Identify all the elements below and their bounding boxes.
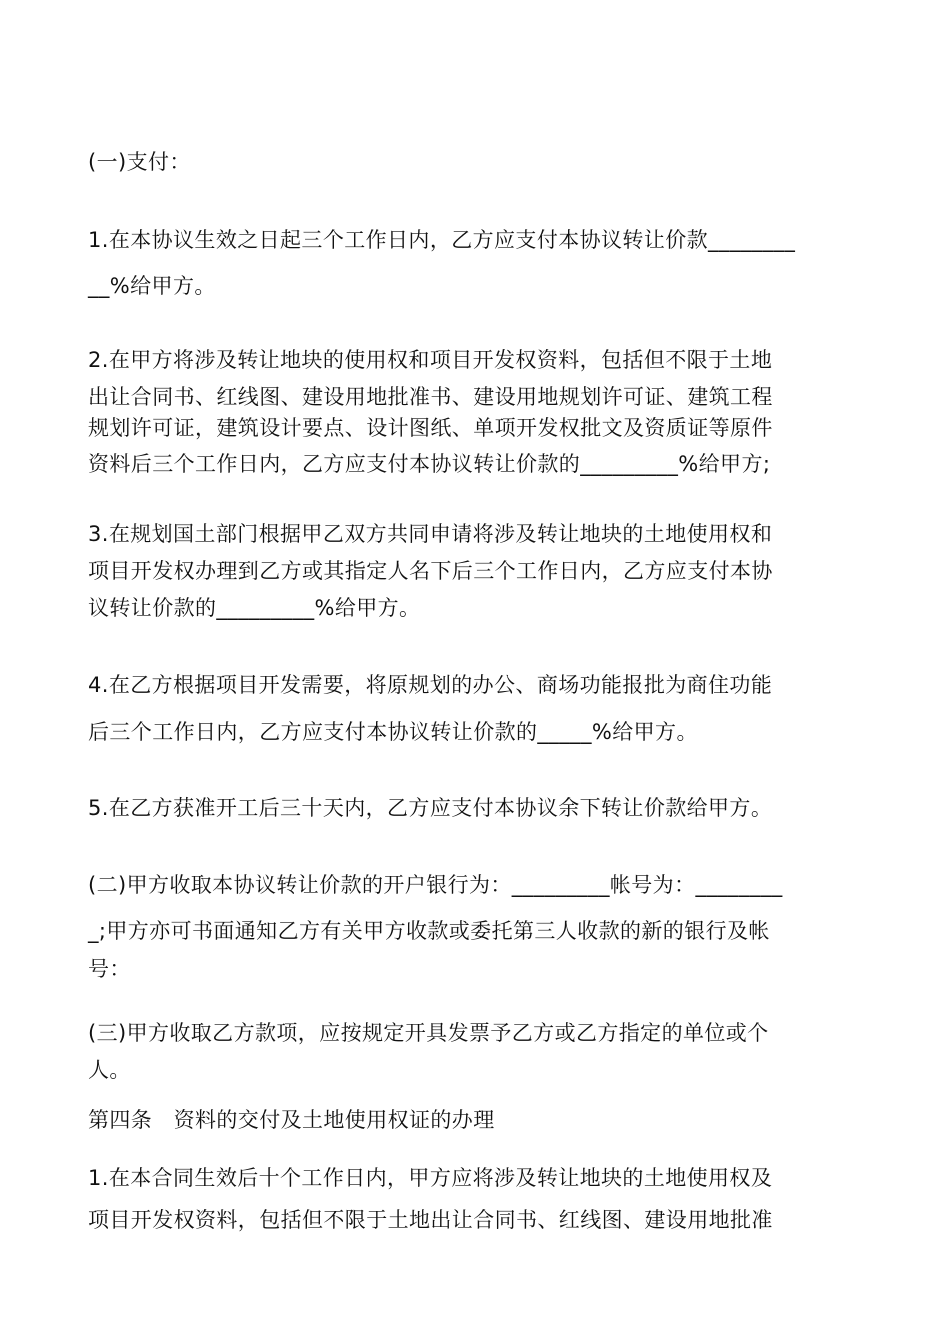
clause-1-line-2: __%给甲方。 (88, 274, 216, 298)
section-2-line-1: (二)甲方收取本协议转让价款的开户银行为：_________帐号为：________ (88, 873, 783, 897)
clause-4-line-1: 4.在乙方根据项目开发需要，将原规划的办公、商场功能报批为商住功能 (88, 673, 773, 697)
clause-2-line-4: 资料后三个工作日内，乙方应支付本协议转让价款的_________%给甲方; (88, 452, 771, 476)
clause-2-line-3: 规划许可证，建筑设计要点、设计图纸、单项开发权批文及资质证等原件 (88, 416, 773, 440)
clause-1-line-1: 1.在本协议生效之日起三个工作日内，乙方应支付本协议转让价款________ (88, 228, 796, 252)
clause-5-line-1: 5.在乙方获准开工后三十天内，乙方应支付本协议余下转让价款给甲方。 (88, 796, 773, 820)
section-3-line-1: (三)甲方收取乙方款项，应按规定开具发票予乙方或乙方指定的单位或个 (88, 1021, 769, 1045)
clause-3-line-3: 议转让价款的_________%给甲方。 (88, 596, 421, 620)
clause-3-line-2: 项目开发权办理到乙方或其指定人名下后三个工作日内，乙方应支付本协 (88, 559, 773, 583)
clause-3-line-1: 3.在规划国土部门根据甲乙双方共同申请将涉及转让地块的土地使用权和 (88, 522, 773, 546)
clause-2-line-1: 2.在甲方将涉及转让地块的使用权和项目开发权资料，包括但不限于土地 (88, 348, 773, 372)
article-4-heading: 第四条 资料的交付及土地使用权证的办理 (88, 1108, 495, 1132)
section-heading-payment: (一)支付： (88, 150, 191, 174)
section-2-line-2: _;甲方亦可书面通知乙方有关甲方收款或委托第三人收款的新的银行及帐 (88, 919, 770, 943)
clause-2-line-2: 出让合同书、红线图、建设用地批准书、建设用地规划许可证、建筑工程 (88, 385, 773, 409)
article-4-clause-1-line-2: 项目开发权资料，包括但不限于土地出让合同书、红线图、建设用地批准 (88, 1208, 773, 1232)
clause-4-line-2: 后三个工作日内，乙方应支付本协议转让价款的_____%给甲方。 (88, 720, 698, 744)
section-3-line-2: 人。 (88, 1058, 131, 1082)
article-4-clause-1-line-1: 1.在本合同生效后十个工作日内，甲方应将涉及转让地块的土地使用权及 (88, 1166, 773, 1190)
section-2-line-3: 号： (88, 957, 131, 981)
